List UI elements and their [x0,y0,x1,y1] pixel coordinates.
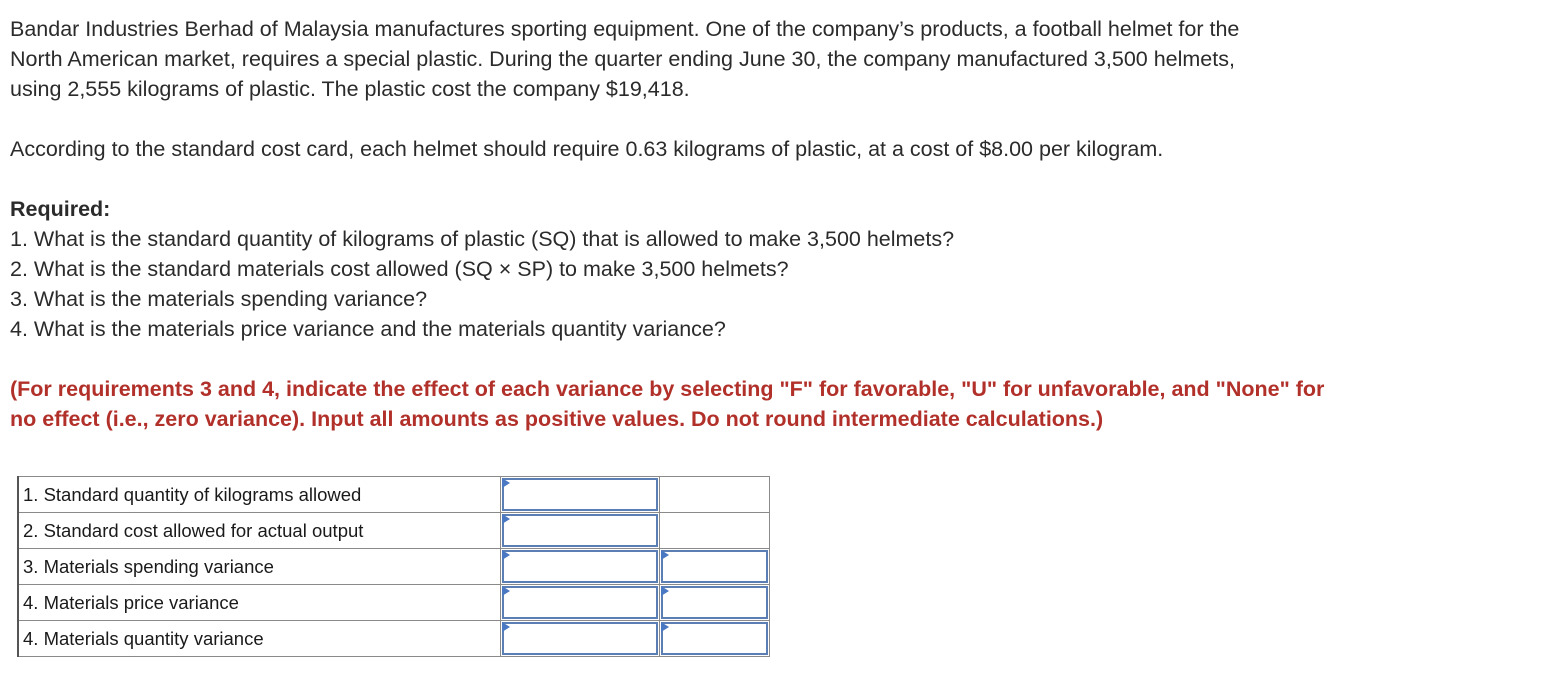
row-label-price-variance: 4. Materials price variance [18,585,501,621]
price-effect-select[interactable] [661,586,768,619]
spending-variance-input[interactable] [502,550,658,583]
quantity-effect-select[interactable] [661,622,768,655]
empty-effect-cell [660,477,770,513]
required-item-4: 4. What is the materials price variance and the materials quantity variance? [10,317,726,341]
table-row [18,549,770,585]
input-marker-icon [502,514,510,524]
spending-variance-cell [501,549,660,585]
row-label-standard-cost: 2. Standard cost allowed for actual output [18,513,501,549]
answer-table [17,476,770,657]
quantity-variance-input[interactable] [502,622,658,655]
dropdown-marker-icon [661,550,669,560]
required-title: Required: [10,197,111,221]
input-marker-icon [502,478,510,488]
quantity-variance-cell [501,621,660,657]
input-marker-icon [502,622,510,632]
problem-content [10,14,1535,434]
table-row [18,513,770,549]
spending-effect-select[interactable] [661,550,768,583]
price-effect-cell [660,585,770,621]
standard-cost-input[interactable] [502,514,658,547]
table-row [18,477,770,513]
intro-line-1: Bandar Industries Berhad of Malaysia manufactures sporting equipment. One of the company’s products, a football helmet for the [10,17,1240,41]
dropdown-marker-icon [661,622,669,632]
required-item-2: 2. What is the standard materials cost allowed (SQ × SP) to make 3,500 helmets? [10,257,789,281]
intro-line-2: North American market, requires a special plastic. During the quarter ending June 30, the company manufactured 3,500 helmets, [10,47,1235,71]
standard-quantity-cell [501,477,660,513]
standard-quantity-input[interactable] [502,478,658,511]
price-variance-input[interactable] [502,586,658,619]
spending-effect-cell [660,549,770,585]
row-label-spending-variance: 3. Materials spending variance [18,549,501,585]
instruction-line-1: (For requirements 3 and 4, indicate the effect of each variance by selecting "F" for favorable, "U" for unfavorable, and "None" for [10,377,1325,401]
table-row [18,585,770,621]
required-item-3: 3. What is the materials spending variance? [10,287,428,311]
input-marker-icon [502,586,510,596]
instruction-line-2: no effect (i.e., zero variance). Input all amounts as positive values. Do not round intermediate calculations.) [10,407,1104,431]
row-label-quantity-variance: 4. Materials quantity variance [18,621,501,657]
quantity-effect-cell [660,621,770,657]
input-marker-icon [502,550,510,560]
dropdown-marker-icon [661,586,669,596]
standard-cost-cell [501,513,660,549]
standard-cost-line: According to the standard cost card, each helmet should require 0.63 kilograms of plastic, at a cost of $8.00 per kilogram. [10,137,1164,161]
table-row [18,621,770,657]
empty-effect-cell [660,513,770,549]
intro-line-3: using 2,555 kilograms of plastic. The plastic cost the company $19,418. [10,77,690,101]
required-item-1: 1. What is the standard quantity of kilograms of plastic (SQ) that is allowed to make 3,500 helmets? [10,227,955,251]
row-label-standard-quantity: 1. Standard quantity of kilograms allowed [18,477,501,513]
price-variance-cell [501,585,660,621]
